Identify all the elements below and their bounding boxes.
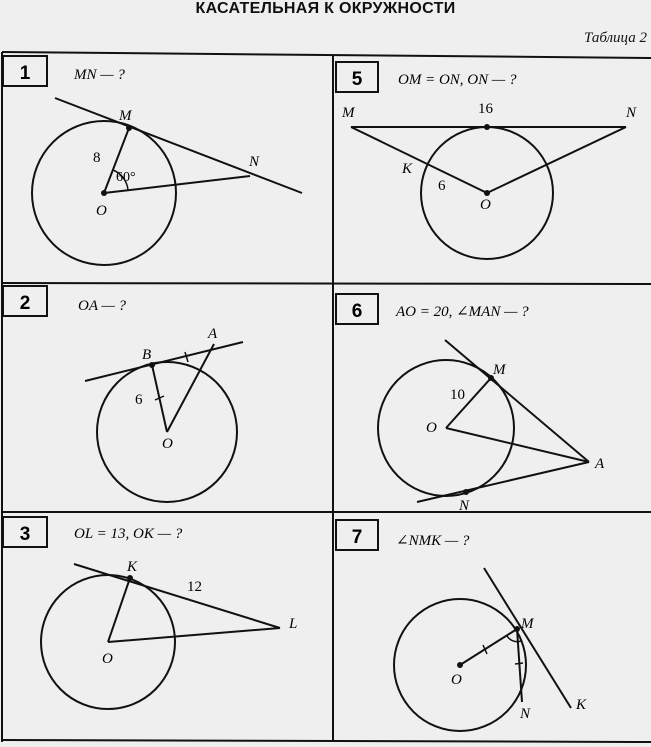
label-o: O	[451, 672, 462, 688]
page-title: КАСАТЕЛЬНАЯ К ОКРУЖНОСТИ	[195, 0, 456, 17]
tangent-line	[484, 568, 571, 708]
segment-no	[487, 127, 626, 193]
tangent-point	[127, 575, 133, 581]
problem-question: OL = 13, OK — ?	[74, 526, 183, 542]
label-m: M	[119, 108, 132, 124]
radius-om	[460, 629, 517, 665]
tangent-point-n	[463, 489, 469, 495]
problem-number: 1	[19, 63, 31, 84]
tangent-an	[417, 462, 589, 502]
label-a: A	[208, 326, 218, 342]
tangent-point	[126, 125, 132, 131]
label-b: B	[142, 347, 152, 363]
label-angle: 60°	[116, 170, 136, 185]
label-o: O	[162, 436, 173, 452]
tangent-am	[445, 340, 589, 462]
label-l: L	[289, 616, 298, 632]
problem-number: 2	[19, 293, 31, 314]
segment-ol	[108, 628, 280, 642]
problem-5	[336, 62, 637, 259]
label-o: O	[480, 197, 491, 213]
radius-ok	[108, 578, 130, 642]
tangent-point	[484, 124, 490, 130]
label-m: M	[493, 362, 506, 378]
problem-number: 6	[351, 301, 363, 322]
label-o: O	[102, 651, 113, 667]
tangent-line	[55, 98, 302, 193]
label-radius: 10	[450, 387, 465, 403]
radius-om	[446, 378, 491, 428]
label-k: K	[576, 697, 587, 713]
problem-question: OA — ?	[78, 298, 127, 314]
label-n: N	[249, 154, 260, 170]
table-label: Таблица 2	[584, 30, 647, 46]
center-point	[484, 190, 490, 196]
segment-mo	[351, 127, 487, 193]
label-radius: 6	[135, 392, 143, 408]
label-k: K	[127, 559, 138, 575]
label-o: O	[426, 420, 437, 436]
tangent-line	[74, 564, 280, 628]
label-a: A	[595, 456, 605, 472]
problem-1	[3, 56, 302, 265]
problem-number: 3	[19, 524, 31, 545]
label-n: N	[520, 706, 531, 722]
problem-question: ∠NMK — ?	[396, 533, 470, 549]
problem-question: MN — ?	[74, 67, 125, 83]
label-m: M	[342, 105, 355, 121]
label-n: N	[459, 498, 470, 514]
label-o: O	[96, 203, 107, 219]
problem-2	[3, 286, 243, 502]
center-point	[457, 662, 463, 668]
label-tangent: 12	[187, 579, 202, 595]
label-k: K	[402, 161, 413, 177]
problem-number: 5	[351, 69, 363, 90]
label-radius: 6	[438, 178, 446, 194]
label-m: M	[521, 616, 534, 632]
center-point	[101, 190, 107, 196]
label-radius: 8	[93, 150, 101, 166]
label-top: 16	[478, 101, 493, 117]
tick-mark	[515, 663, 523, 664]
tangent-line	[85, 342, 243, 381]
label-n: N	[626, 105, 637, 121]
problem-number: 7	[351, 527, 363, 548]
problem-7	[336, 520, 587, 731]
problem-3	[3, 517, 297, 709]
problem-question: OM = ON, ON — ?	[398, 72, 517, 88]
segment-oa	[167, 344, 214, 432]
problem-question: AO = 20, ∠MAN — ?	[396, 304, 529, 320]
problem-6	[336, 294, 605, 514]
tangent-point	[514, 626, 520, 632]
